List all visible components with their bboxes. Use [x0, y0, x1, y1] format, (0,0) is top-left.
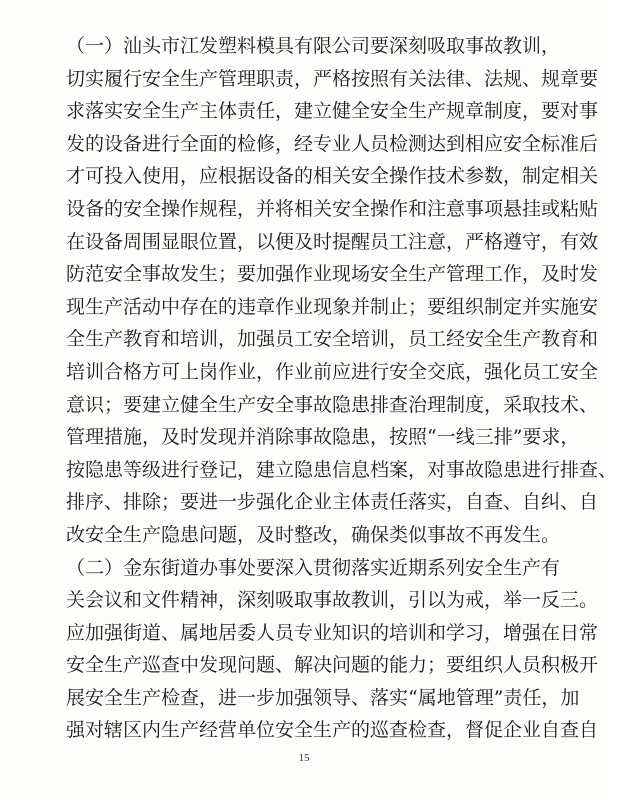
paragraph-2-line-2: 关会议和文件精神，深刻吸取事故教训，引以为戒，举一反三。 [66, 589, 599, 612]
paragraph-1-line-3: 求落实安全生产主体责任，建立健全安全生产规章制度，要对事 [66, 100, 599, 123]
paragraph-2-line-1: （二）金东街道办事处要深入贯彻落实近期系列安全生产有 [66, 556, 561, 579]
paragraph-1-line-6: 设备的安全操作规程，并将相关安全操作和注意事项悬挂或粘贴 [66, 197, 599, 220]
paragraph-1-line-2: 切实履行安全生产管理职责，严格按照有关法律、法规、规章要 [66, 67, 599, 90]
paragraph-1-line-11: 培训合格方可上岗作业，作业前应进行安全交底，强化员工安全 [66, 360, 599, 383]
paragraph-1-line-7: 在设备周围显眼位置，以便及时提醒员工注意，严格遵守，有效 [66, 230, 599, 253]
paragraph-1-line-16: 改安全生产隐患问题，及时整改，确保类似事故不再发生。 [66, 523, 561, 546]
paragraph-1-line-4: 发的设备进行全面的检修，经专业人员检测达到相应安全标准后 [66, 132, 599, 155]
paragraph-1-line-9: 现生产活动中存在的违章作业现象并制止；要组织制定并实施安 [66, 295, 599, 318]
paragraph-2-line-5: 展安全生产检查，进一步加强领导、落实“属地管理”责任，加 [66, 686, 580, 709]
paragraph-1-line-14: 按隐患等级进行登记，建立隐患信息档案，对事故隐患进行排查、 [66, 458, 617, 481]
paragraph-1-line-12: 意识；要建立健全生产安全事故隐患排查治理制度，采取技术、 [66, 393, 599, 416]
page-number: 15 [298, 752, 310, 764]
paragraph-1-line-8: 防范安全事故发生；要加强作业现场安全生产管理工作，及时发 [66, 263, 599, 286]
paragraph-1-line-5: 才可投入使用，应根据设备的相关安全操作技术参数，制定相关 [66, 165, 599, 188]
paragraph-1-line-15: 排序、排除；要进一步强化企业主体责任落实，自查、自纠、自 [66, 491, 599, 514]
paragraph-2-line-4: 安全生产巡查中发现问题、解决问题的能力；要组织人员积极开 [66, 654, 599, 677]
body-text [66, 30, 617, 747]
paragraph-2-line-3: 应加强街道、属地居委人员专业知识的培训和学习，增强在日常 [66, 621, 599, 644]
paragraph-1-line-13: 管理措施，及时发现并消除事故隐患，按照“一线三排”要求， [66, 426, 580, 449]
paragraph-2-line-6: 强对辖区内生产经营单位安全生产的巡查检查，督促企业自查自 [66, 719, 599, 742]
paragraph-1-line-10: 全生产教育和培训，加强员工安全培训，员工经安全生产教育和 [66, 328, 599, 351]
paragraph-1-line-1: （一）汕头市江发塑料模具有限公司要深刻吸取事故教训， [66, 35, 561, 57]
